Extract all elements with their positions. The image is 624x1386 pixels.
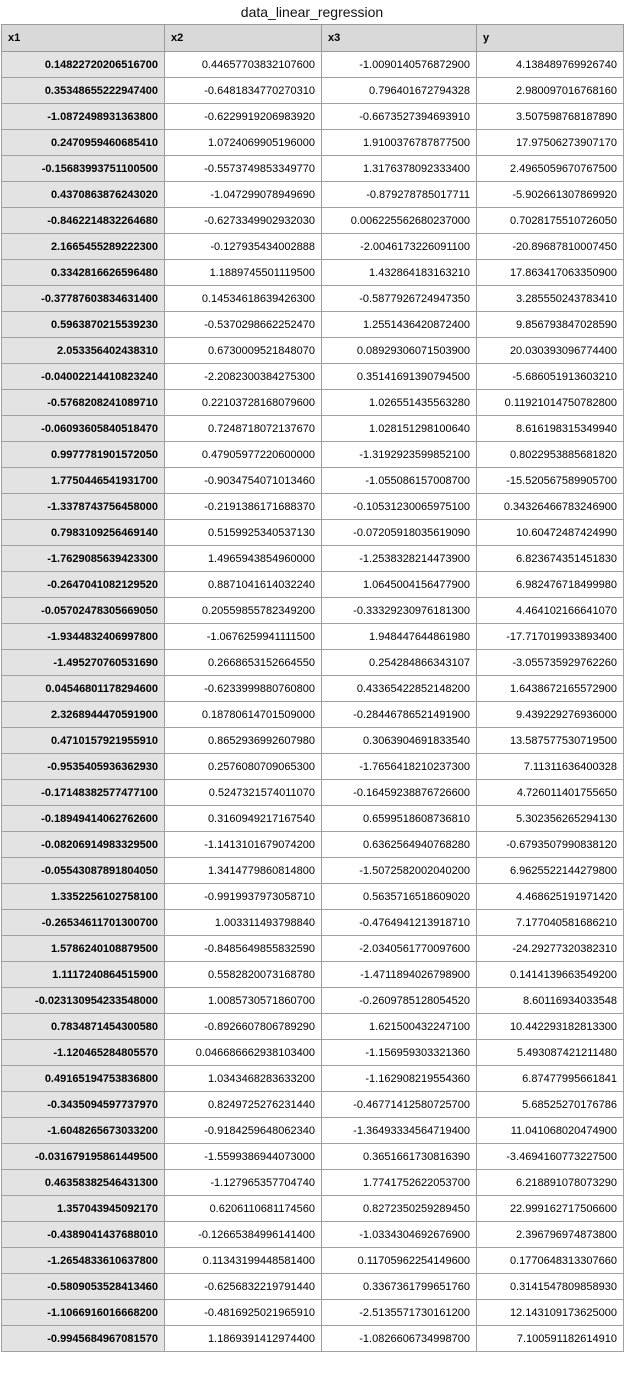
cell-x3[interactable]: 1.621500432247100: [322, 1014, 477, 1040]
cell-x1[interactable]: 1.357043945092170: [2, 1196, 165, 1222]
cell-y[interactable]: 0.3141547809858930: [477, 1274, 624, 1300]
cell-x3[interactable]: -0.07205918035619090: [322, 520, 477, 546]
cell-x1[interactable]: -0.023130954233548000: [2, 988, 165, 1014]
table-row: [2, 858, 624, 884]
cell-x1[interactable]: -0.031679195861449500: [2, 1144, 165, 1170]
table-row: [2, 1196, 624, 1222]
cell-x1[interactable]: 0.49165194753836800: [2, 1066, 165, 1092]
cell-y[interactable]: -20.89687810007450: [477, 234, 624, 260]
cell-y[interactable]: 6.9625522144279800: [477, 858, 624, 884]
cell-y[interactable]: 9.856793847028590: [477, 312, 624, 338]
cell-y[interactable]: 4.464102166641070: [477, 598, 624, 624]
table-row: [2, 156, 624, 182]
cell-y[interactable]: 4.138489769926740: [477, 52, 624, 78]
table-row: [2, 312, 624, 338]
cell-y[interactable]: 7.11311636400328: [477, 754, 624, 780]
cell-x3[interactable]: -1.055086157008700: [322, 468, 477, 494]
cell-x3[interactable]: -0.33329230976181300: [322, 598, 477, 624]
cell-x1[interactable]: -0.5768208241089710: [2, 390, 165, 416]
cell-x3[interactable]: 0.006225562680237000: [322, 208, 477, 234]
table-row: [2, 1092, 624, 1118]
table-row: [2, 390, 624, 416]
cell-x1[interactable]: -1.2654833610637800: [2, 1248, 165, 1274]
cell-x3[interactable]: 1.3176378092333400: [322, 156, 477, 182]
cell-x2[interactable]: -0.4816925021965910: [165, 1300, 322, 1326]
cell-y[interactable]: 2.4965059670767500: [477, 156, 624, 182]
cell-x3[interactable]: -0.10531230065975100: [322, 494, 477, 520]
cell-x1[interactable]: -0.05702478305669050: [2, 598, 165, 624]
cell-x2[interactable]: -0.12665384996141400: [165, 1222, 322, 1248]
cell-y[interactable]: 6.87477995661841: [477, 1066, 624, 1092]
cell-x1[interactable]: -0.3435094597737970: [2, 1092, 165, 1118]
cell-x1[interactable]: -0.5809053528413460: [2, 1274, 165, 1300]
table-row: [2, 572, 624, 598]
cell-x2[interactable]: -1.1413101679074200: [165, 832, 322, 858]
table-row: [2, 832, 624, 858]
cell-y[interactable]: 5.68525270176786: [477, 1092, 624, 1118]
cell-y[interactable]: 10.60472487424990: [477, 520, 624, 546]
cell-x2[interactable]: 0.8249725276231440: [165, 1092, 322, 1118]
cell-x1[interactable]: -0.15683993751100500: [2, 156, 165, 182]
cell-x3[interactable]: 0.43365422852148200: [322, 676, 477, 702]
cell-x1[interactable]: 1.3352256102758100: [2, 884, 165, 910]
cell-x2[interactable]: -2.2082300384275300: [165, 364, 322, 390]
cell-x3[interactable]: 0.6362564940768280: [322, 832, 477, 858]
cell-x2[interactable]: 0.8871041614032240: [165, 572, 322, 598]
cell-x1[interactable]: 2.053356402438310: [2, 338, 165, 364]
cell-x2[interactable]: -0.6233999880760800: [165, 676, 322, 702]
cell-x3[interactable]: -0.16459238876726600: [322, 780, 477, 806]
cell-x3[interactable]: -1.2538328214473900: [322, 546, 477, 572]
cell-y[interactable]: 4.468625191971420: [477, 884, 624, 910]
cell-x1[interactable]: -1.7629085639423300: [2, 546, 165, 572]
cell-x3[interactable]: -1.36493334564719400: [322, 1118, 477, 1144]
cell-x3[interactable]: -1.156959303321360: [322, 1040, 477, 1066]
cell-y[interactable]: 5.302356265294130: [477, 806, 624, 832]
column-header-x2[interactable]: x2: [165, 25, 322, 52]
cell-x3[interactable]: 0.35141691390794500: [322, 364, 477, 390]
table-row: [2, 988, 624, 1014]
table-row: [2, 1118, 624, 1144]
cell-x1[interactable]: 0.9977781901572050: [2, 442, 165, 468]
cell-y[interactable]: 13.587577530719500: [477, 728, 624, 754]
cell-y[interactable]: 17.863417063350900: [477, 260, 624, 286]
table-row: [2, 494, 624, 520]
cell-x1[interactable]: -0.2647041082129520: [2, 572, 165, 598]
cell-y[interactable]: 8.616198315349940: [477, 416, 624, 442]
table-row: [2, 208, 624, 234]
cell-x2[interactable]: 0.7248718072137670: [165, 416, 322, 442]
cell-x3[interactable]: 0.8272350259289450: [322, 1196, 477, 1222]
table-row: [2, 520, 624, 546]
cell-x2[interactable]: 0.5247321574011070: [165, 780, 322, 806]
cell-y[interactable]: 6.982476718499980: [477, 572, 624, 598]
cell-y[interactable]: 6.218891078073290: [477, 1170, 624, 1196]
cell-y[interactable]: -15.520567589905700: [477, 468, 624, 494]
cell-x2[interactable]: 1.1889745501119500: [165, 260, 322, 286]
cell-y[interactable]: 3.285550243783410: [477, 286, 624, 312]
table-row: [2, 338, 624, 364]
cell-x3[interactable]: -1.3192923599852100: [322, 442, 477, 468]
cell-x1[interactable]: -1.1066916016668200: [2, 1300, 165, 1326]
cell-x3[interactable]: 0.3367361799651760: [322, 1274, 477, 1300]
cell-x2[interactable]: 0.8652936992607980: [165, 728, 322, 754]
cell-y[interactable]: 10.442293182813300: [477, 1014, 624, 1040]
cell-x2[interactable]: 0.22103728168079600: [165, 390, 322, 416]
cell-x3[interactable]: -0.28446786521491900: [322, 702, 477, 728]
cell-x1[interactable]: -1.120465284805570: [2, 1040, 165, 1066]
table-row: [2, 780, 624, 806]
table-row: [2, 1144, 624, 1170]
cell-x1[interactable]: -0.9945684967081570: [2, 1326, 165, 1352]
cell-y[interactable]: 4.726011401755650: [477, 780, 624, 806]
cell-y[interactable]: 7.177040581686210: [477, 910, 624, 936]
cell-x2[interactable]: -0.5573749853349770: [165, 156, 322, 182]
cell-x3[interactable]: 0.796401672794328: [322, 78, 477, 104]
cell-x3[interactable]: -1.4711894026798900: [322, 962, 477, 988]
cell-x1[interactable]: 0.7983109256469140: [2, 520, 165, 546]
cell-x3[interactable]: 1.2551436420872400: [322, 312, 477, 338]
cell-y[interactable]: 7.100591182614910: [477, 1326, 624, 1352]
cell-x2[interactable]: 0.5159925340537130: [165, 520, 322, 546]
cell-x1[interactable]: 0.4370863876243020: [2, 182, 165, 208]
cell-x2[interactable]: -0.2191386171688370: [165, 494, 322, 520]
cell-y[interactable]: -17.717019933893400: [477, 624, 624, 650]
cell-x3[interactable]: 1.432864183163210: [322, 260, 477, 286]
cell-y[interactable]: 0.1414139663549200: [477, 962, 624, 988]
cell-y[interactable]: 20.030393096774400: [477, 338, 624, 364]
table-row: [2, 130, 624, 156]
cell-y[interactable]: 1.6438672165572900: [477, 676, 624, 702]
header-row: [2, 25, 624, 52]
cell-x2[interactable]: -0.6229919206983920: [165, 104, 322, 130]
cell-x3[interactable]: -2.0046173226091100: [322, 234, 477, 260]
table-row: [2, 546, 624, 572]
cell-x1[interactable]: -1.9344832406997800: [2, 624, 165, 650]
table-row: [2, 1300, 624, 1326]
cell-x2[interactable]: 0.6206110681174560: [165, 1196, 322, 1222]
cell-x3[interactable]: 0.6599518608736810: [322, 806, 477, 832]
cell-y[interactable]: -5.902661307869920: [477, 182, 624, 208]
table-row: [2, 884, 624, 910]
table-row: [2, 676, 624, 702]
table-row: [2, 598, 624, 624]
data-table: [1, 24, 624, 1352]
cell-y[interactable]: -24.29277320382310: [477, 936, 624, 962]
table-title: data_linear_regression: [240, 4, 384, 20]
cell-x1[interactable]: 1.7750446541931700: [2, 468, 165, 494]
cell-x2[interactable]: 0.44657703832107600: [165, 52, 322, 78]
cell-x2[interactable]: -0.6256832219791440: [165, 1274, 322, 1300]
cell-x3[interactable]: -0.46771412580725700: [322, 1092, 477, 1118]
cell-x2[interactable]: -1.127965357704740: [165, 1170, 322, 1196]
table-row: [2, 702, 624, 728]
table-row: [2, 1222, 624, 1248]
table-row: [2, 754, 624, 780]
cell-x3[interactable]: 0.5635716518609020: [322, 884, 477, 910]
cell-x1[interactable]: -0.08206914983329500: [2, 832, 165, 858]
cell-x2[interactable]: -0.9184259648062340: [165, 1118, 322, 1144]
table-row: [2, 962, 624, 988]
cell-y[interactable]: 0.1770648313307660: [477, 1248, 624, 1274]
cell-x3[interactable]: -2.0340561770097600: [322, 936, 477, 962]
table-row: [2, 364, 624, 390]
cell-x1[interactable]: -1.6048265673033200: [2, 1118, 165, 1144]
table-row: [2, 260, 624, 286]
cell-x3[interactable]: 0.3651661730816390: [322, 1144, 477, 1170]
cell-x2[interactable]: 1.4965943854960000: [165, 546, 322, 572]
cell-x2[interactable]: -0.8926607806789290: [165, 1014, 322, 1040]
cell-x1[interactable]: -0.17148382577477100: [2, 780, 165, 806]
cell-x2[interactable]: 0.2668653152664550: [165, 650, 322, 676]
cell-y[interactable]: 8.60116934033548: [477, 988, 624, 1014]
cell-x1[interactable]: 2.3268944470591900: [2, 702, 165, 728]
cell-x3[interactable]: 1.7741752622053700: [322, 1170, 477, 1196]
cell-x2[interactable]: -0.127935434002888: [165, 234, 322, 260]
cell-y[interactable]: 5.493087421211480: [477, 1040, 624, 1066]
cell-x3[interactable]: -0.879278785017711: [322, 182, 477, 208]
cell-x2[interactable]: -0.9034754071013460: [165, 468, 322, 494]
table-row: [2, 728, 624, 754]
cell-y[interactable]: 9.439229276936000: [477, 702, 624, 728]
cell-x1[interactable]: -0.37787603834631400: [2, 286, 165, 312]
table-row: [2, 78, 624, 104]
cell-x1[interactable]: 1.5786240108879500: [2, 936, 165, 962]
table-row: [2, 1014, 624, 1040]
cell-x3[interactable]: -0.5877926724947350: [322, 286, 477, 312]
cell-x3[interactable]: 0.11705962254149600: [322, 1248, 477, 1274]
cell-x1[interactable]: 0.2470959460685410: [2, 130, 165, 156]
cell-y[interactable]: 0.34326466783246900: [477, 494, 624, 520]
cell-x1[interactable]: -0.18949414062762600: [2, 806, 165, 832]
cell-y[interactable]: 11.041068020474900: [477, 1118, 624, 1144]
table-row: [2, 442, 624, 468]
cell-y[interactable]: 3.507598768187890: [477, 104, 624, 130]
cell-x1[interactable]: -1.3378743756458000: [2, 494, 165, 520]
cell-x1[interactable]: 1.1117240864515900: [2, 962, 165, 988]
cell-x2[interactable]: 1.0343468283633200: [165, 1066, 322, 1092]
table-row: [2, 1274, 624, 1300]
cell-x1[interactable]: -0.26534611701300700: [2, 910, 165, 936]
cell-x2[interactable]: -0.8485649855832590: [165, 936, 322, 962]
column-header-x1[interactable]: x1: [2, 25, 165, 52]
cell-x2[interactable]: -1.0676259941111500: [165, 624, 322, 650]
cell-x2[interactable]: -1.047299078949690: [165, 182, 322, 208]
table-row: [2, 182, 624, 208]
cell-x2[interactable]: 0.20559855782349200: [165, 598, 322, 624]
cell-x2[interactable]: 0.14534618639426300: [165, 286, 322, 312]
cell-y[interactable]: 0.7028175510726050: [477, 208, 624, 234]
cell-x2[interactable]: 1.1869391412974400: [165, 1326, 322, 1352]
column-header-y[interactable]: y: [477, 25, 624, 52]
cell-y[interactable]: -5.686051913603210: [477, 364, 624, 390]
cell-y[interactable]: 12.143109173625000: [477, 1300, 624, 1326]
cell-x2[interactable]: 1.003311493798840: [165, 910, 322, 936]
cell-x2[interactable]: 1.0085730571860700: [165, 988, 322, 1014]
cell-x1[interactable]: -0.04002214410823240: [2, 364, 165, 390]
table-row: [2, 1066, 624, 1092]
table-row: [2, 52, 624, 78]
cell-x2[interactable]: 0.046686662938103400: [165, 1040, 322, 1066]
table-row: [2, 806, 624, 832]
cell-x1[interactable]: 0.5963870215539230: [2, 312, 165, 338]
cell-x1[interactable]: -1.0872498931363800: [2, 104, 165, 130]
table-row: [2, 104, 624, 130]
cell-y[interactable]: 2.396796974873800: [477, 1222, 624, 1248]
cell-x2[interactable]: 0.6730009521848070: [165, 338, 322, 364]
cell-x1[interactable]: 0.7834871454300580: [2, 1014, 165, 1040]
cell-x1[interactable]: 0.35348655222947400: [2, 78, 165, 104]
cell-x3[interactable]: -0.2609785128054520: [322, 988, 477, 1014]
cell-y[interactable]: -0.6793507990838120: [477, 832, 624, 858]
table-row: [2, 910, 624, 936]
table-row: [2, 286, 624, 312]
cell-x1[interactable]: -1.495270760531690: [2, 650, 165, 676]
cell-x3[interactable]: -1.5072582002040200: [322, 858, 477, 884]
table-row: [2, 1248, 624, 1274]
cell-x2[interactable]: 1.0724069905196000: [165, 130, 322, 156]
cell-x3[interactable]: -1.0090140576872900: [322, 52, 477, 78]
cell-x2[interactable]: 0.5582820073168780: [165, 962, 322, 988]
cell-y[interactable]: -3.055735929762260: [477, 650, 624, 676]
cell-x1[interactable]: -0.06093605840518470: [2, 416, 165, 442]
column-header-x3[interactable]: x3: [322, 25, 477, 52]
cell-y[interactable]: 2.980097016768160: [477, 78, 624, 104]
cell-y[interactable]: 0.11921014750782800: [477, 390, 624, 416]
cell-x3[interactable]: -0.4764941213918710: [322, 910, 477, 936]
cell-y[interactable]: 6.823674351451830: [477, 546, 624, 572]
cell-x3[interactable]: 1.948447644861980: [322, 624, 477, 650]
cell-x3[interactable]: -2.5135571730161200: [322, 1300, 477, 1326]
cell-x2[interactable]: 0.18780614701509000: [165, 702, 322, 728]
cell-x3[interactable]: 1.026551435563280: [322, 390, 477, 416]
cell-x2[interactable]: -0.6273349902932030: [165, 208, 322, 234]
cell-x1[interactable]: 0.4710157921955910: [2, 728, 165, 754]
cell-x1[interactable]: 0.14822720206516700: [2, 52, 165, 78]
cell-x2[interactable]: 1.3414779860814800: [165, 858, 322, 884]
cell-x2[interactable]: 0.3160949217167540: [165, 806, 322, 832]
cell-x2[interactable]: -1.5599386944073000: [165, 1144, 322, 1170]
cell-x3[interactable]: -1.162908219554360: [322, 1066, 477, 1092]
table-row: [2, 468, 624, 494]
cell-x1[interactable]: 2.1665455289222300: [2, 234, 165, 260]
cell-x1[interactable]: -0.8462214832264680: [2, 208, 165, 234]
cell-x3[interactable]: 0.3063904691833540: [322, 728, 477, 754]
cell-y[interactable]: 0.8022953885681820: [477, 442, 624, 468]
cell-x1[interactable]: -0.4389041437688010: [2, 1222, 165, 1248]
table-row: [2, 624, 624, 650]
cell-y[interactable]: 22.999162717506600: [477, 1196, 624, 1222]
cell-x2[interactable]: -0.9919937973058710: [165, 884, 322, 910]
cell-y[interactable]: 17.97506273907170: [477, 130, 624, 156]
table-row: [2, 936, 624, 962]
cell-y[interactable]: -3.4694160773227500: [477, 1144, 624, 1170]
cell-x2[interactable]: 0.2576080709065300: [165, 754, 322, 780]
cell-x1[interactable]: 0.46358382546431300: [2, 1170, 165, 1196]
cell-x2[interactable]: -0.5370298662252470: [165, 312, 322, 338]
table-row: [2, 1040, 624, 1066]
table-row: [2, 234, 624, 260]
cell-x3[interactable]: 1.0645004156477900: [322, 572, 477, 598]
cell-x3[interactable]: 0.254284866343107: [322, 650, 477, 676]
cell-x1[interactable]: 0.3342816626596480: [2, 260, 165, 286]
cell-x3[interactable]: 1.9100376787877500: [322, 130, 477, 156]
cell-x2[interactable]: 0.11343199448581400: [165, 1248, 322, 1274]
cell-x3[interactable]: 0.08929306071503900: [322, 338, 477, 364]
cell-x1[interactable]: -0.9535405936362930: [2, 754, 165, 780]
cell-x3[interactable]: -1.0334304692676900: [322, 1222, 477, 1248]
cell-x1[interactable]: -0.05543087891804050: [2, 858, 165, 884]
cell-x2[interactable]: 0.47905977220600000: [165, 442, 322, 468]
cell-x3[interactable]: -1.0826606734998700: [322, 1326, 477, 1352]
table-row: [2, 416, 624, 442]
cell-x3[interactable]: -0.6673527394693910: [322, 104, 477, 130]
table-row: [2, 1170, 624, 1196]
table-body: [2, 52, 624, 1352]
table-row: [2, 1326, 624, 1352]
cell-x3[interactable]: -1.7656418210237300: [322, 754, 477, 780]
cell-x2[interactable]: -0.6481834770270310: [165, 78, 322, 104]
table-row: [2, 650, 624, 676]
cell-x3[interactable]: 1.028151298100640: [322, 416, 477, 442]
cell-x1[interactable]: 0.04546801178294600: [2, 676, 165, 702]
